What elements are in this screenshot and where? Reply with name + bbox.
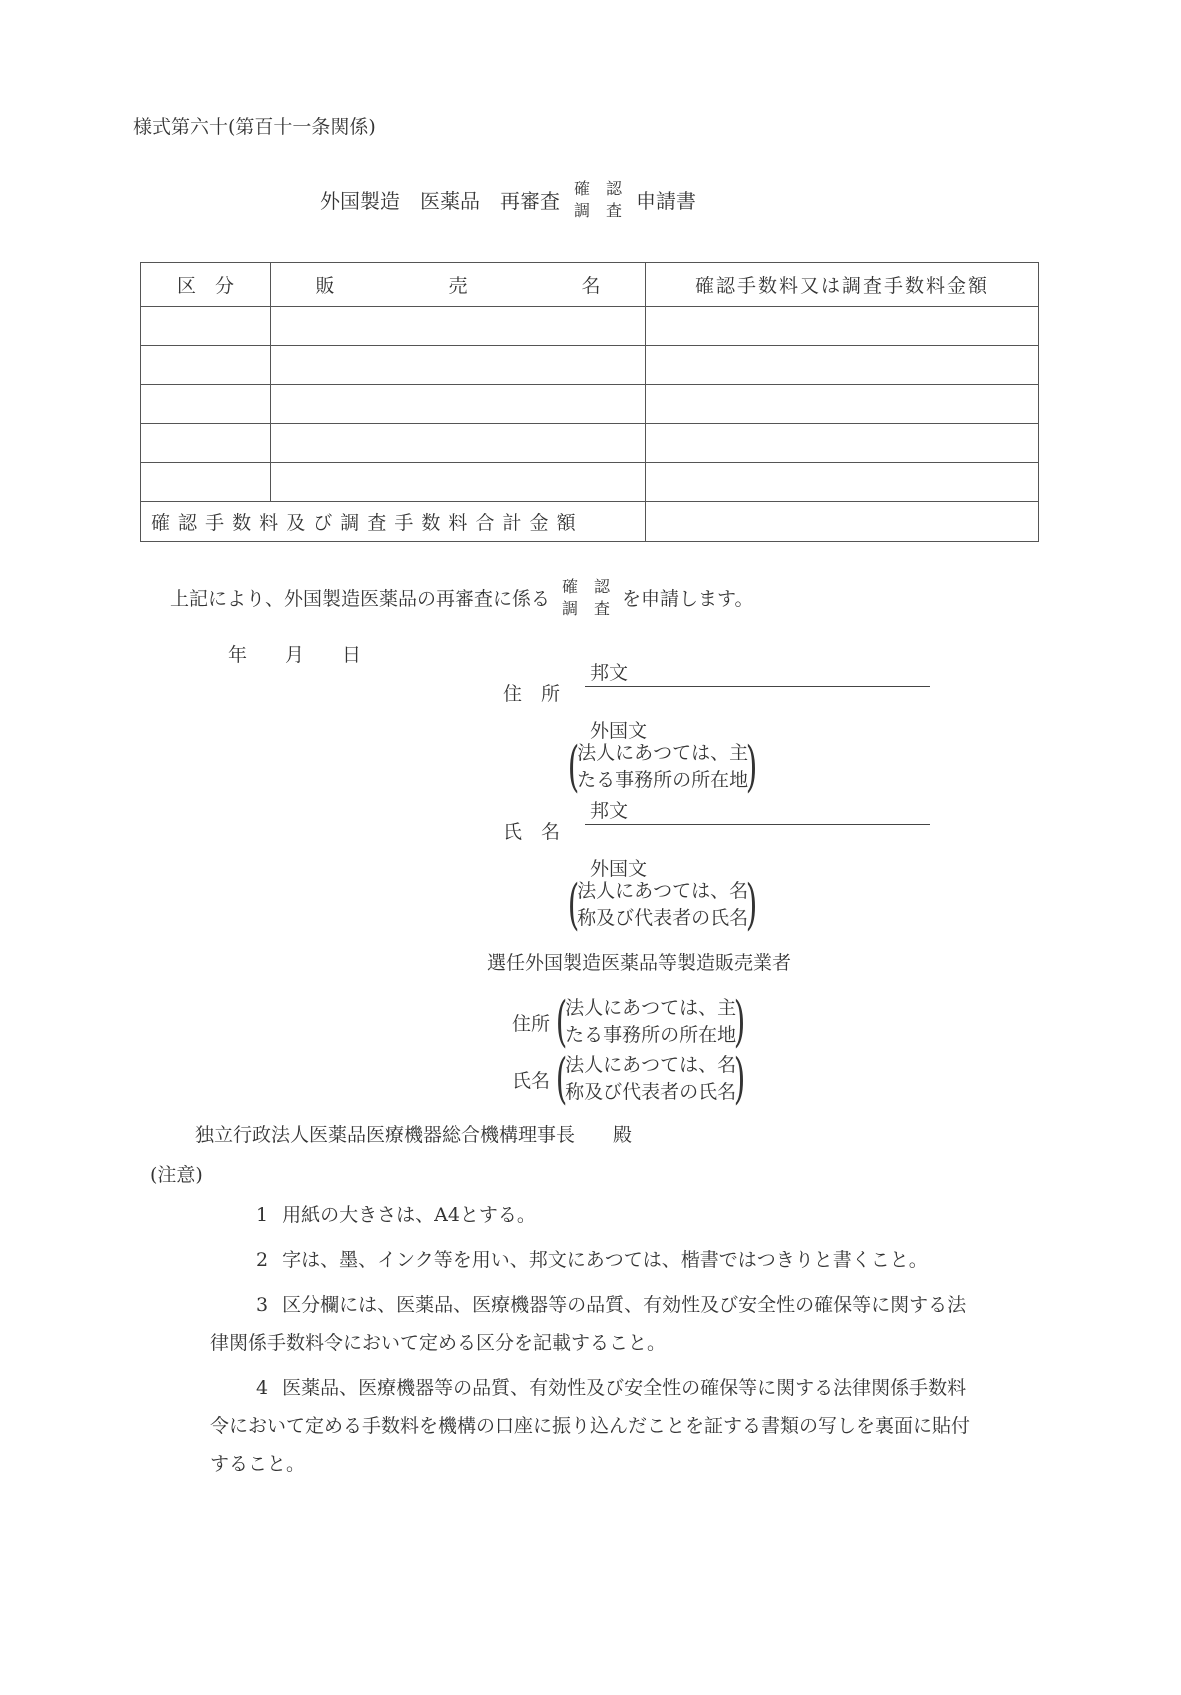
application-lead: 上記により、外国製造医薬品の再審査に係る bbox=[170, 588, 551, 611]
fee-table-header-row bbox=[141, 263, 1039, 307]
applicant-name-label: 氏 名 bbox=[503, 821, 561, 843]
applicant-name-note-line2: 称及び代表者の氏名 bbox=[577, 907, 749, 929]
form-title bbox=[320, 178, 696, 221]
open-paren-glyph: ( bbox=[567, 873, 580, 936]
date-line: 年 月 日 bbox=[228, 644, 362, 666]
agent-name-note-line1: 法人にあつては、名 bbox=[565, 1054, 737, 1077]
note-number: 3 bbox=[256, 1294, 269, 1316]
close-paren-glyph: ) bbox=[745, 735, 758, 798]
applicant-name-note-lines bbox=[577, 878, 748, 932]
close-paren-glyph: ) bbox=[733, 1047, 746, 1110]
col-header-sales-name: 販 売 名 bbox=[271, 263, 646, 307]
agent-address-note-line2: たる事務所の所在地 bbox=[565, 1024, 737, 1046]
form-number: 様式第六十(第百十一条関係) bbox=[133, 116, 376, 138]
applicant-address-note-lines bbox=[577, 740, 748, 794]
fee-table-empty-row bbox=[141, 346, 1039, 385]
agent-address-note-lines bbox=[565, 995, 736, 1049]
addressee-line: 独立行政法人医薬品医療機器総合機構理事長 殿 bbox=[195, 1124, 633, 1146]
applicant-address-note-line2: たる事務所の所在地 bbox=[577, 769, 749, 791]
agent-address-row bbox=[512, 990, 746, 1053]
title-stack-bottom: 調 査 bbox=[574, 200, 623, 220]
agent-name-note-lines bbox=[565, 1052, 736, 1106]
category-cell bbox=[141, 463, 271, 502]
note-text: 用紙の大きさは、A4とする。 bbox=[282, 1204, 536, 1226]
applicant-name-writing-line bbox=[585, 824, 930, 825]
open-paren-glyph: ( bbox=[567, 735, 580, 798]
applicant-name-note-line1: 法人にあつては、名 bbox=[577, 880, 749, 903]
applicant-address-writing-line bbox=[585, 686, 930, 687]
agent-name-note bbox=[555, 1047, 746, 1110]
applicant-name-japanese-label: 邦文 bbox=[590, 800, 629, 822]
title-stack-top: 確 認 bbox=[574, 179, 623, 198]
note-item bbox=[210, 1196, 976, 1234]
sales-name-cell bbox=[271, 385, 646, 424]
sales-name-cell bbox=[271, 463, 646, 502]
applicant-address-note-line1: 法人にあつては、主 bbox=[577, 742, 749, 765]
note-text: 区分欄には、医薬品、医療機器等の品質、有効性及び安全性の確保等に関する法律関係手数料令において定める区分を記載すること。 bbox=[210, 1294, 967, 1354]
note-item bbox=[210, 1241, 976, 1279]
fee-table-empty-row bbox=[141, 424, 1039, 463]
col-header-fee: 確認手数料又は調査手数料金額 bbox=[646, 263, 1039, 307]
title-confirm-investigate-stack bbox=[574, 178, 622, 221]
close-paren-glyph: ) bbox=[733, 990, 746, 1053]
note-number: 2 bbox=[256, 1249, 269, 1271]
notes-section bbox=[210, 1196, 976, 1490]
form-title-main: 外国製造 医薬品 再審査 bbox=[320, 189, 560, 214]
fee-table-total-row bbox=[141, 502, 1039, 542]
fee-table-empty-row bbox=[141, 385, 1039, 424]
total-row-label: 確 認 手 数 料 及 び 調 査 手 数 料 合 計 金 額 bbox=[141, 502, 646, 542]
open-paren-glyph: ( bbox=[555, 990, 568, 1053]
application-tail: を申請します。 bbox=[622, 588, 754, 611]
note-number: 1 bbox=[256, 1204, 269, 1226]
applicant-address-note bbox=[567, 735, 758, 798]
fee-cell bbox=[646, 424, 1039, 463]
col-header-category: 区 分 bbox=[141, 263, 271, 307]
category-cell bbox=[141, 424, 271, 463]
sales-name-cell bbox=[271, 346, 646, 385]
fee-cell bbox=[646, 346, 1039, 385]
fee-cell bbox=[646, 385, 1039, 424]
fee-cell bbox=[646, 463, 1039, 502]
application-statement bbox=[170, 576, 754, 619]
note-text: 字は、墨、インク等を用い、邦文にあつては、楷書ではつきりと書くこと。 bbox=[282, 1249, 928, 1271]
agent-section-heading: 選任外国製造医薬品等製造販売業者 bbox=[487, 952, 792, 974]
applicant-name-note bbox=[567, 873, 758, 936]
agent-name-row bbox=[512, 1047, 746, 1110]
fee-cell bbox=[646, 307, 1039, 346]
application-stack-bottom: 調 査 bbox=[562, 598, 611, 618]
form-title-suffix: 申請書 bbox=[636, 189, 697, 214]
sales-name-cell bbox=[271, 424, 646, 463]
agent-address-label: 住所 bbox=[512, 1012, 551, 1035]
category-cell bbox=[141, 346, 271, 385]
open-paren-glyph: ( bbox=[555, 1047, 568, 1110]
note-item bbox=[210, 1369, 976, 1483]
category-cell bbox=[141, 307, 271, 346]
agent-name-label: 氏名 bbox=[512, 1069, 551, 1092]
close-paren-glyph: ) bbox=[745, 873, 758, 936]
fee-table-empty-row bbox=[141, 463, 1039, 502]
notes-heading: (注意) bbox=[150, 1164, 203, 1186]
applicant-name-foreign-label: 外国文 bbox=[590, 858, 648, 880]
sales-name-cell bbox=[271, 307, 646, 346]
category-cell bbox=[141, 385, 271, 424]
application-stack-top: 確 認 bbox=[562, 577, 611, 596]
total-amount-cell bbox=[646, 502, 1039, 542]
fee-table-empty-row bbox=[141, 307, 1039, 346]
note-item bbox=[210, 1286, 976, 1362]
applicant-address-japanese-label: 邦文 bbox=[590, 662, 629, 684]
agent-address-note bbox=[555, 990, 746, 1053]
applicant-address-foreign-label: 外国文 bbox=[590, 720, 648, 742]
applicant-address-label: 住 所 bbox=[503, 683, 561, 705]
fee-table bbox=[140, 262, 1039, 542]
application-confirm-investigate-stack bbox=[562, 576, 610, 619]
note-number: 4 bbox=[256, 1377, 269, 1399]
agent-name-note-line2: 称及び代表者の氏名 bbox=[565, 1081, 737, 1103]
note-text: 医薬品、医療機器等の品質、有効性及び安全性の確保等に関する法律関係手数料令において定める手数料を機構の口座に振り込んだことを証する書類の写しを裏面に貼付すること。 bbox=[210, 1377, 971, 1475]
agent-address-note-line1: 法人にあつては、主 bbox=[565, 997, 737, 1020]
